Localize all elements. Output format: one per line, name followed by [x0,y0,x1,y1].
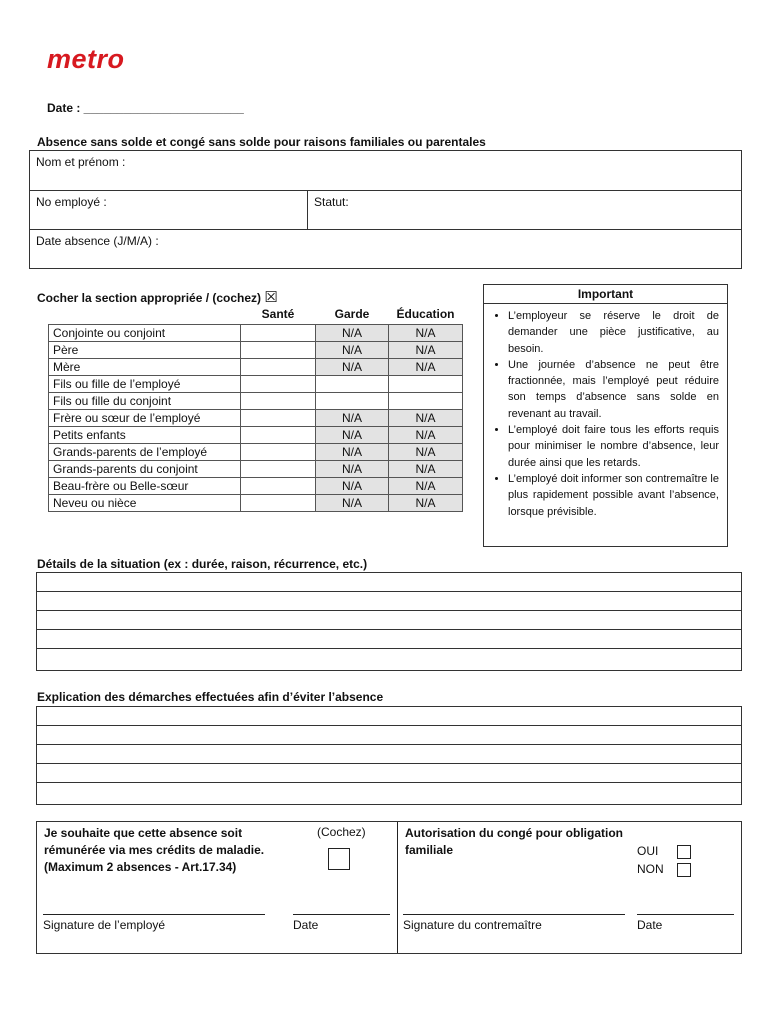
wish-line: (Maximum 2 absences - Art.17.34) [44,860,237,874]
form-title: Absence sans solde et congé sans solde pour raisons familiales ou parentales [37,135,486,149]
garde-cell[interactable]: N/A [316,342,389,359]
important-item: • L’employé doit informer son contremaître le plus rapidement possible avant l’absence, lorsque prévisible. [508,471,719,520]
section-row [49,461,463,478]
section-title-text: Cocher la section appropriée / (cochez) [37,291,262,305]
sante-cell[interactable] [241,495,316,512]
sante-cell[interactable] [241,410,316,427]
section-row [49,342,463,359]
education-cell[interactable]: N/A [389,461,463,478]
header-sante: Santé [261,307,295,321]
details-title: Détails de la situation (ex : durée, raison, récurrence, etc.) [37,557,368,571]
employee-date-line[interactable] [293,914,390,915]
explanation-line[interactable] [37,726,741,745]
education-cell[interactable]: N/A [389,359,463,376]
foreman-signature-line[interactable] [403,914,625,915]
details-line[interactable] [37,630,741,649]
foreman-date-line[interactable] [637,914,734,915]
garde-cell[interactable]: N/A [316,478,389,495]
garde-cell[interactable]: N/A [316,444,389,461]
wish-line: rémunérée via mes crédits de maladie. [44,843,265,857]
checked-box-icon: ☒ [264,289,278,306]
relation-label: Beau-frère ou Belle-sœur [49,478,241,495]
paid-absence-checkbox[interactable] [328,848,350,870]
section-row [49,359,463,376]
garde-cell[interactable]: N/A [316,325,389,342]
signature-divider [397,822,398,953]
auth-line: Autorisation du congé pour obligation [405,826,623,840]
important-item: • L’employé doit faire tous les efforts requis pour minimiser le nombre d’absence, leur durée ainsi que les retards. [508,422,719,471]
education-cell[interactable] [389,393,463,410]
education-cell[interactable]: N/A [389,342,463,359]
sante-cell[interactable] [241,376,316,393]
important-list [484,308,727,520]
sante-cell[interactable] [241,444,316,461]
sante-cell[interactable] [241,325,316,342]
oui-checkbox[interactable] [677,845,691,859]
signature-box [36,821,742,954]
garde-cell[interactable]: N/A [316,495,389,512]
header-garde: Garde [334,307,370,321]
absence-date-field[interactable] [30,230,741,268]
explanation-line[interactable] [37,745,741,764]
relation-label: Petits enfants [49,427,241,444]
sante-cell[interactable] [241,478,316,495]
status-label: Statut: [314,195,349,209]
relation-label: Mère [49,359,241,376]
metro-logo: metro [47,44,125,74]
important-item: • L’employeur se réserve le droit de demander une pièce justificative, au besoin. [508,308,719,357]
important-title: Important [484,285,727,304]
garde-cell[interactable]: N/A [316,359,389,376]
section-row [49,376,463,393]
name-label: Nom et prénom : [36,155,126,169]
relation-label: Fils ou fille de l’employé [49,376,241,393]
oui-label: OUI [637,844,659,858]
name-field[interactable] [30,151,741,191]
section-row [49,393,463,410]
foreman-signature-label: Signature du contremaître [403,918,542,932]
relation-label: Père [49,342,241,359]
garde-cell[interactable] [316,376,389,393]
garde-cell[interactable]: N/A [316,461,389,478]
relation-label: Frère ou sœur de l’employé [49,410,241,427]
sante-cell[interactable] [241,342,316,359]
non-checkbox[interactable] [677,863,691,877]
section-row [49,410,463,427]
education-cell[interactable] [389,376,463,393]
header-education: Éducation [396,307,455,321]
sante-cell[interactable] [241,461,316,478]
explanation-line[interactable] [37,764,741,783]
section-row [49,478,463,495]
paid-absence-text [44,825,264,876]
explanation-line[interactable] [37,707,741,726]
employee-date-label: Date [293,918,319,932]
employee-signature-line[interactable] [43,914,265,915]
employee-no-label: No employé : [36,195,107,209]
relation-label: Conjointe ou conjoint [49,325,241,342]
section-row [49,495,463,512]
details-line[interactable] [37,592,741,611]
garde-cell[interactable] [316,393,389,410]
relation-label: Neveu ou nièce [49,495,241,512]
sante-cell[interactable] [241,427,316,444]
education-cell[interactable]: N/A [389,495,463,512]
explanation-lines[interactable] [36,706,742,805]
identity-box [29,150,742,269]
relation-label: Grands-parents de l’employé [49,444,241,461]
education-cell[interactable]: N/A [389,427,463,444]
section-table [48,304,463,512]
employee-signature-label: Signature de l’employé [43,918,166,932]
education-cell[interactable]: N/A [389,478,463,495]
garde-cell[interactable]: N/A [316,427,389,444]
details-line[interactable] [37,573,741,592]
relation-label: Fils ou fille du conjoint [49,393,241,410]
education-cell[interactable]: N/A [389,410,463,427]
status-field[interactable] [308,191,741,230]
section-row [49,427,463,444]
cochez-label: (Cochez) [317,825,366,839]
education-cell[interactable]: N/A [389,325,463,342]
garde-cell[interactable]: N/A [316,410,389,427]
relation-label: Grands-parents du conjoint [49,461,241,478]
section-row [49,325,463,342]
wish-line: Je souhaite que cette absence soit [44,826,243,840]
authorization-text [405,825,623,859]
auth-line: familiale [405,843,454,857]
sante-cell[interactable] [241,393,316,410]
sante-cell[interactable] [241,359,316,376]
non-label: NON [637,862,664,876]
details-lines[interactable] [36,572,742,671]
section-row [49,444,463,461]
important-item: • Une journée d’absence ne peut être fractionnée, mais l’employé peut réduire son temps d’absence sans solde en revenant au travail. [508,357,719,422]
details-line[interactable] [37,649,741,668]
explanation-title: Explication des démarches effectuées afin d’éviter l’absence [37,690,384,704]
date-field: Date : ________________________ [47,101,244,115]
explanation-line[interactable] [37,783,741,802]
employee-no-field[interactable] [30,191,308,230]
oui-non-group [637,842,691,878]
foreman-date-label: Date [637,918,663,932]
absence-date-label: Date absence (J/M/A) : [36,234,159,248]
important-box [483,284,728,547]
education-cell[interactable]: N/A [389,444,463,461]
details-line[interactable] [37,611,741,630]
